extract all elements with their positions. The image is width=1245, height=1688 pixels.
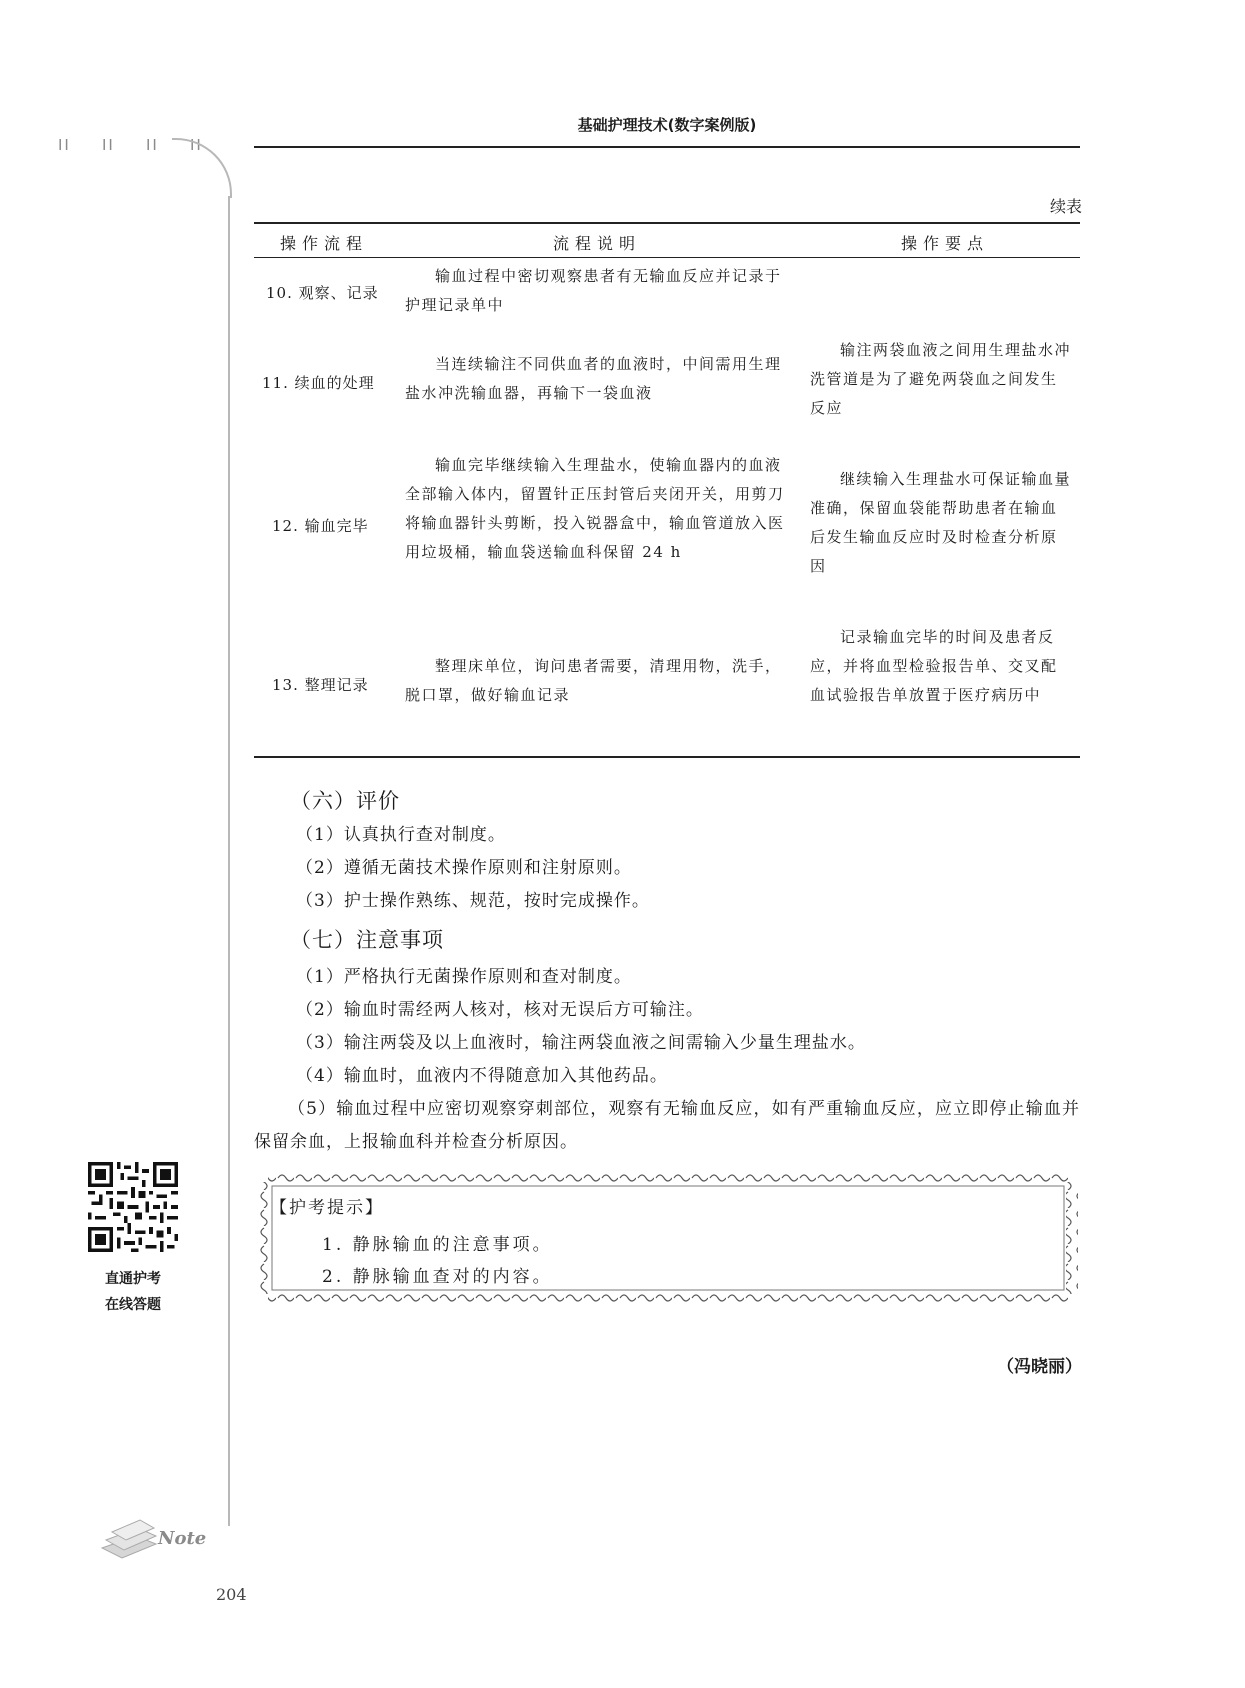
table-header-rule (254, 257, 1080, 258)
qr-code[interactable] (88, 1162, 178, 1252)
page-number: 204 (216, 1585, 247, 1604)
table-row-step: 10. 观察、记录 (266, 284, 379, 302)
tip-box-item: 1. 静脉输血的注意事项。 (322, 1235, 553, 1255)
table-continued-label: 续表 (1049, 197, 1082, 216)
list-item: （3）护士操作熟练、规范，按时完成操作。 (296, 891, 650, 911)
list-item: （3）输注两袋及以上血液时，输注两袋血液之间需输入少量生理盐水。 (296, 1033, 866, 1053)
table-header-key-points: 操作要点 (900, 234, 989, 253)
table-row-step: 11. 续血的处理 (262, 374, 375, 392)
list-item-paragraph: （5）输血过程中应密切观察穿刺部位，观察有无输血反应，如有严重输血反应，应立即停止输血并保留余血，上报输血科并检查分析原因。 (254, 1099, 1080, 1152)
table-row-description: 整理床单位，询问患者需要，清理用物，洗手，脱口罩，做好输血记录 (405, 657, 782, 704)
list-item: （2）遵循无菌技术操作原则和注射原则。 (296, 858, 632, 878)
margin-tick: II (58, 136, 71, 154)
section-heading-precautions: （七）注意事项 (290, 928, 444, 952)
qr-caption-line: 在线答题 (105, 1297, 161, 1313)
note-label: Note (158, 1528, 207, 1549)
qr-caption-line: 直通护考 (105, 1271, 161, 1287)
table-row-description: 输血完毕继续输入生理盐水，使输血器内的血液全部输入体内，留置针正压封管后夹闭开关，用剪刀将输血器针头剪断，投入锐器盒中，输血管道放入医用垃圾桶，输血袋送输血科保留 24 h (405, 456, 785, 561)
margin-tick: II (190, 136, 203, 154)
margin-tick: II (146, 136, 159, 154)
list-item: （1）严格执行无菌操作原则和查对制度。 (296, 967, 632, 987)
table-header-step: 操作流程 (279, 234, 368, 253)
margin-tick: II (102, 136, 115, 154)
author: （冯晓丽） (997, 1357, 1082, 1377)
running-title: 基础护理技术(数字案例版) (577, 116, 757, 134)
header-rule (254, 146, 1080, 148)
table-row-key-points: 记录输血完毕的时间及患者反应，并将血型检验报告单、交叉配血试验报告单放置于医疗病历中 (810, 628, 1058, 704)
table-top-rule (254, 222, 1080, 224)
margin-line (228, 196, 230, 1526)
list-item: （2）输血时需经两人核对，核对无误后方可输注。 (296, 1000, 704, 1020)
list-item: （4）输血时，血液内不得随意加入其他药品。 (296, 1066, 668, 1086)
table-row-key-points: 输注两袋血液之间用生理盐水冲洗管道是为了避免两袋血之间发生反应 (810, 341, 1072, 417)
table-row-description: 当连续输注不同供血者的血液时，中间需用生理盐水冲洗输血器，再输下一袋血液 (405, 355, 782, 402)
table-row-description: 输血过程中密切观察患者有无输血反应并记录于护理记录单中 (405, 267, 782, 314)
tip-box-title: 【护考提示】 (270, 1198, 384, 1218)
table-row-step: 12. 输血完毕 (272, 517, 369, 535)
list-item: （1）认真执行查对制度。 (296, 825, 506, 845)
table-row-key-points: 继续输入生理盐水可保证输血量准确，保留血袋能帮助患者在输血后发生输血反应时及时检查分析原因 (810, 470, 1072, 575)
note-books-icon (98, 1514, 208, 1564)
tip-box-item: 2. 静脉输血查对的内容。 (322, 1267, 553, 1287)
table-row-step: 13. 整理记录 (272, 676, 369, 694)
section-heading-evaluation: （六）评价 (290, 789, 400, 813)
table-header-description: 流程说明 (552, 234, 641, 253)
table-bottom-rule (254, 756, 1080, 758)
